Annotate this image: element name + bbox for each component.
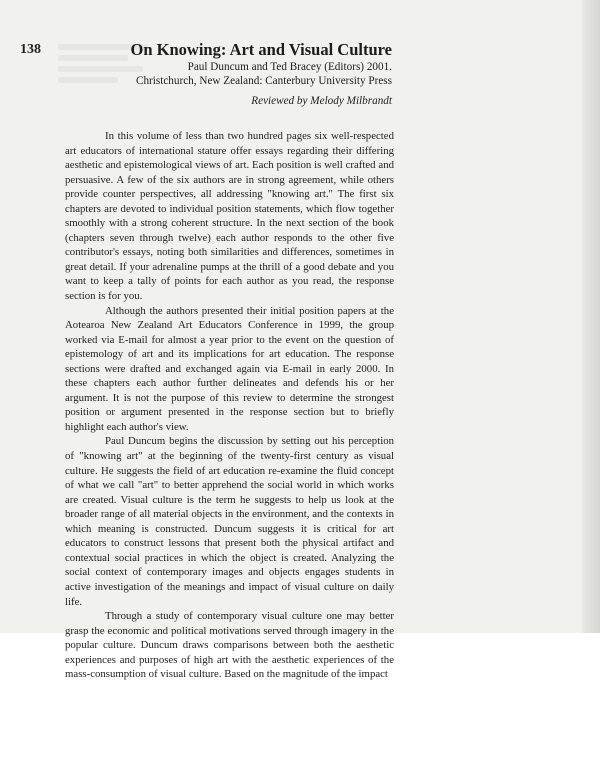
paragraph: Through a study of contemporary visual culture one may better grasp the economic and political motivations served through imagery in the popular culture. Duncum draws comparisons between both the aesthetic experiences and purposes of high art with the aesthetic experiences of the mass-consumption of visual culture. Based on the magnitude of the impact — [65, 610, 394, 681]
reviewer-byline: Reviewed by Melody Milbrandt — [251, 95, 392, 107]
citation-line-2: Christchurch, New Zealand: Canterbury University Press — [135, 75, 392, 87]
review-body — [65, 129, 394, 682]
page-edge-shadow — [582, 0, 600, 633]
paragraph: Paul Duncum begins the discussion by setting out his perception of "knowing art" at the beginning of the twenty-first century as visual culture. He suggests the field of art education re-examine the fluid concept of what we call "art" to better apprehend the social world in which works are created. Visual culture is the term he suggests to help us look at the broader range of all material objects in the environment, and the contexts in which meaning is constructed. Duncum suggests it is critical for art educators to construct lessons that present both the physical artifact and contextual social practices in which the object is created. Analyzing the social context of contemporary images and objects engages students in active investigation of the meanings and impact of visual culture on daily life. — [65, 435, 394, 608]
paragraph: Although the authors presented their initial position papers at the Aotearoa New Zealand Art Educators Conference in 1999, the group worked via E-mail for almost a year prior to the event on the question of epistemology of art and its implications for art education. The response sections were drafted and exchanged again via E-mail in early 2000. In these chapters each author further delineates and defends his or her argument. It is not the purpose of this review to determine the strongest position or argument presented in the response section but to briefly highlight each author's view. — [65, 304, 394, 433]
page-number: 138 — [20, 42, 41, 57]
review-header — [130, 40, 392, 108]
paragraph: In this volume of less than two hundred pages six well-respected art educators of international stature offer essays regarding their differing aesthetic and epistemological views of art. Each position is well crafted and persuasive. A few of the six authors are in strong agreement, while others provide counter perspectives, all addressing "knowing art." The first six chapters are devoted to individual position statements, which flow together smoothly with a strong coherent structure. In the next section of the book (chapters seven through twelve) each author responds to the other five contributor's essays, noting both similarities and differences, sometimes in great detail. If your adrenaline pumps at the thrill of a good debate and you want to keep a tally of points for each author as you read, the response section is for you. — [65, 130, 394, 303]
citation-line-1: Paul Duncum and Ted Bracey (Editors) 2001. — [187, 61, 392, 73]
book-title: On Knowing: Art and Visual Culture — [130, 40, 392, 59]
